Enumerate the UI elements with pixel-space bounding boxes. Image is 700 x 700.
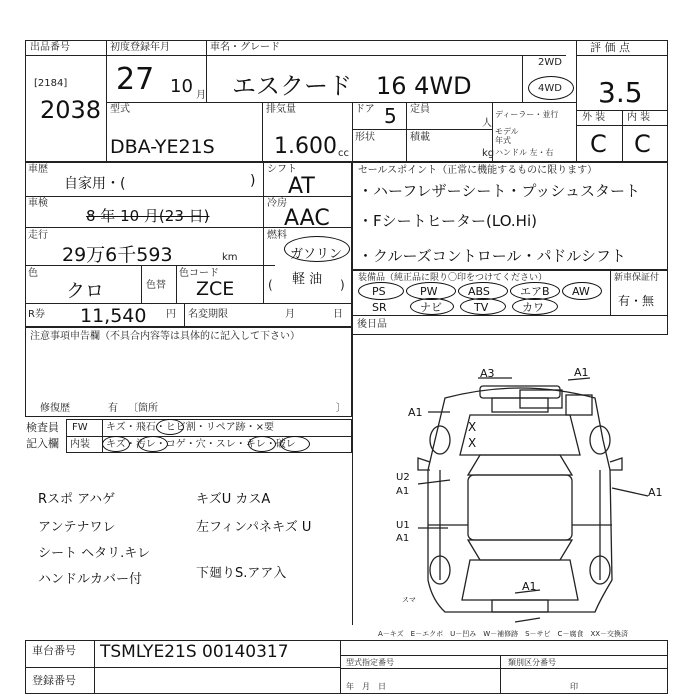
notes-label: 注意事項申告欄（不具合内容等は具体的に記入して下さい） bbox=[30, 331, 300, 342]
mark-a1-rear: A1 bbox=[522, 580, 537, 593]
load-unit: kg bbox=[482, 148, 495, 159]
sales-line-3: ・クルーズコントロール・パドルシフト bbox=[358, 247, 626, 265]
equip-pw: PW bbox=[420, 285, 438, 298]
hw-left-2: アンテナワレ bbox=[38, 520, 116, 535]
day-label: 日 bbox=[333, 309, 343, 320]
repair-place: 〔箇所 bbox=[128, 403, 158, 414]
recycle-label: R券 bbox=[28, 309, 45, 320]
type-spec-label: 型式指定番号 bbox=[346, 658, 394, 667]
doors-value: 5 bbox=[384, 104, 397, 128]
diagram-legend: A－キズ E－エクボ U－凹み W－補修跡 S－サビ C－腐食 XX－交換済 bbox=[378, 630, 629, 638]
mileage-value: 29万6千593 bbox=[62, 244, 173, 266]
inspection-value: 8 年 10 月(23 日) bbox=[86, 207, 210, 225]
sales-line-1: ・ハーフレザーシート・プッシュスタート bbox=[358, 182, 641, 200]
mark-a1-top: A1 bbox=[574, 366, 589, 379]
plate-label: 登録番号 bbox=[32, 674, 76, 687]
month-label: 月 bbox=[285, 309, 295, 320]
model-year-label: モデル年式 bbox=[495, 127, 519, 145]
repair-label: 修復歴 bbox=[40, 403, 70, 414]
interior-items: キズ・汚レ・コゲ・穴・スレ・キレ・破レ bbox=[106, 439, 296, 450]
capacity-label: 定員 bbox=[410, 104, 430, 115]
sales-line-2: ・Fシートヒーター(LO.Hi) bbox=[358, 212, 537, 230]
new-warranty-label: 新車保証付 bbox=[614, 273, 660, 283]
repair-close: 〕 bbox=[336, 403, 346, 414]
mark-u2: U2 bbox=[396, 472, 410, 483]
dealer-label: ディーラー・並行 bbox=[495, 110, 559, 119]
equip-tv: TV bbox=[474, 301, 489, 314]
ext-label: 外 装 bbox=[582, 112, 606, 123]
name-label: 車名・グレード bbox=[210, 42, 280, 53]
class-label: 類別区分番号 bbox=[508, 658, 556, 667]
shape-label: 形状 bbox=[355, 132, 375, 143]
name-change-label: 名変期限 bbox=[188, 309, 228, 320]
model-label: 型式 bbox=[110, 104, 130, 115]
model-value: DBA-YE21S bbox=[110, 136, 215, 158]
new-warranty-value: 有・無 bbox=[618, 294, 655, 308]
mark-a1-right: A1 bbox=[648, 486, 663, 499]
mark-a1-left-front: A1 bbox=[396, 486, 410, 497]
ac-label: 冷房 bbox=[267, 198, 287, 209]
int-label: 内 装 bbox=[627, 112, 651, 123]
equip-sr: SR bbox=[372, 301, 387, 314]
color-label: 色 bbox=[28, 268, 38, 279]
inspection-label: 車検 bbox=[28, 198, 48, 209]
color-value: クロ bbox=[66, 280, 105, 302]
lot-label: 出品番号 bbox=[30, 42, 70, 53]
equip-airbag: エアB bbox=[520, 285, 550, 298]
mileage-label: 走行 bbox=[28, 230, 48, 241]
load-label: 積載 bbox=[410, 132, 430, 143]
date-label: 年 月 日 bbox=[346, 682, 386, 691]
color-code-value: ZCE bbox=[196, 278, 235, 300]
car-name: エスクード 16 4WD bbox=[232, 72, 472, 100]
int-value: C bbox=[634, 130, 651, 158]
equip-leather: カワ bbox=[522, 301, 544, 314]
recycle-value: 11,540 bbox=[80, 305, 147, 327]
shade-label: 色替 bbox=[146, 280, 166, 291]
equip-abs: ABS bbox=[468, 285, 490, 298]
interior-head: 内装 bbox=[70, 439, 90, 450]
hw-left-1: Rスポ アハゲ bbox=[38, 492, 116, 507]
reg-label: 初度登録年月 bbox=[110, 42, 170, 53]
fuel-diesel: 軽 油 bbox=[292, 272, 323, 287]
entry-label: 記入欄 bbox=[26, 437, 59, 450]
equip-ps: PS bbox=[372, 285, 386, 298]
seal-label: 印 bbox=[570, 682, 578, 691]
recycle-unit: 円 bbox=[166, 309, 176, 320]
diagram-smallmark: スマ bbox=[402, 596, 416, 604]
hw-left-3: シート ヘタリ.キレ bbox=[38, 546, 151, 561]
hw-right-4: 下廻りS.アア入 bbox=[196, 566, 287, 581]
mark-a1-front-left: A1 bbox=[408, 406, 423, 419]
capacity-unit: 人 bbox=[482, 118, 492, 129]
fw-head: FW bbox=[72, 422, 88, 433]
shift-label: シフト bbox=[267, 164, 297, 175]
shift-value: AT bbox=[288, 174, 315, 199]
mark-x2: X bbox=[468, 436, 477, 450]
hw-left-4: ハンドルカバー付 bbox=[38, 572, 143, 587]
equip-navi: ナビ bbox=[420, 301, 442, 314]
history-close: ) bbox=[250, 173, 256, 189]
fuel-gasoline: ガソリン bbox=[290, 247, 343, 262]
lot-small: [2184] bbox=[34, 78, 68, 89]
mileage-unit: km bbox=[222, 252, 238, 263]
vin-value: TSMLYE21S 00140317 bbox=[100, 642, 289, 662]
reg-year: 27 bbox=[116, 62, 155, 97]
history-value: 自家用・( bbox=[64, 176, 126, 192]
grade-value: 3.5 bbox=[598, 76, 643, 109]
later-items-label: 後日品 bbox=[357, 319, 387, 330]
ext-value: C bbox=[590, 130, 607, 158]
color-code-label: 色コード bbox=[179, 268, 219, 279]
equipment-label: 装備品（純正品に限り〇印をつけてください） bbox=[358, 273, 548, 283]
disp-label: 排気量 bbox=[266, 104, 296, 115]
handle-label: ハンドル 左・右 bbox=[495, 148, 554, 157]
equip-aw: AW bbox=[572, 285, 590, 298]
mark-x1: X bbox=[468, 420, 477, 434]
hw-right-1: キズU カスA bbox=[196, 492, 271, 507]
drive-4wd: 4WD bbox=[538, 83, 562, 94]
fuel-label: 燃料 bbox=[267, 230, 287, 241]
disp-unit: cc bbox=[338, 148, 349, 159]
mark-a3: A3 bbox=[480, 367, 495, 380]
drive-2wd: 2WD bbox=[538, 57, 562, 68]
mark-a1-left-rear: A1 bbox=[396, 533, 410, 544]
sales-label: セールスポイント（正常に機能するものに限ります） bbox=[358, 165, 598, 176]
reg-month-unit: 月 bbox=[196, 90, 206, 101]
ac-value: AAC bbox=[284, 206, 330, 231]
inspector-label: 検査員 bbox=[26, 421, 59, 434]
reg-month: 10 bbox=[170, 76, 193, 97]
vin-label: 車台番号 bbox=[32, 644, 76, 657]
disp-value: 1.600 bbox=[274, 134, 337, 159]
mark-u1: U1 bbox=[396, 520, 410, 531]
hw-right-2: 左フィンパネキズ U bbox=[196, 520, 312, 535]
grade-label: 評 価 点 bbox=[590, 41, 630, 54]
repair-value: 有 bbox=[108, 403, 118, 414]
history-label: 車歴 bbox=[28, 164, 48, 175]
doors-label: ドア bbox=[355, 104, 375, 115]
lot-number: 2038 bbox=[40, 96, 102, 124]
fw-items: キズ・飛石・ヒビ割・リペア跡・×要 bbox=[106, 422, 274, 433]
